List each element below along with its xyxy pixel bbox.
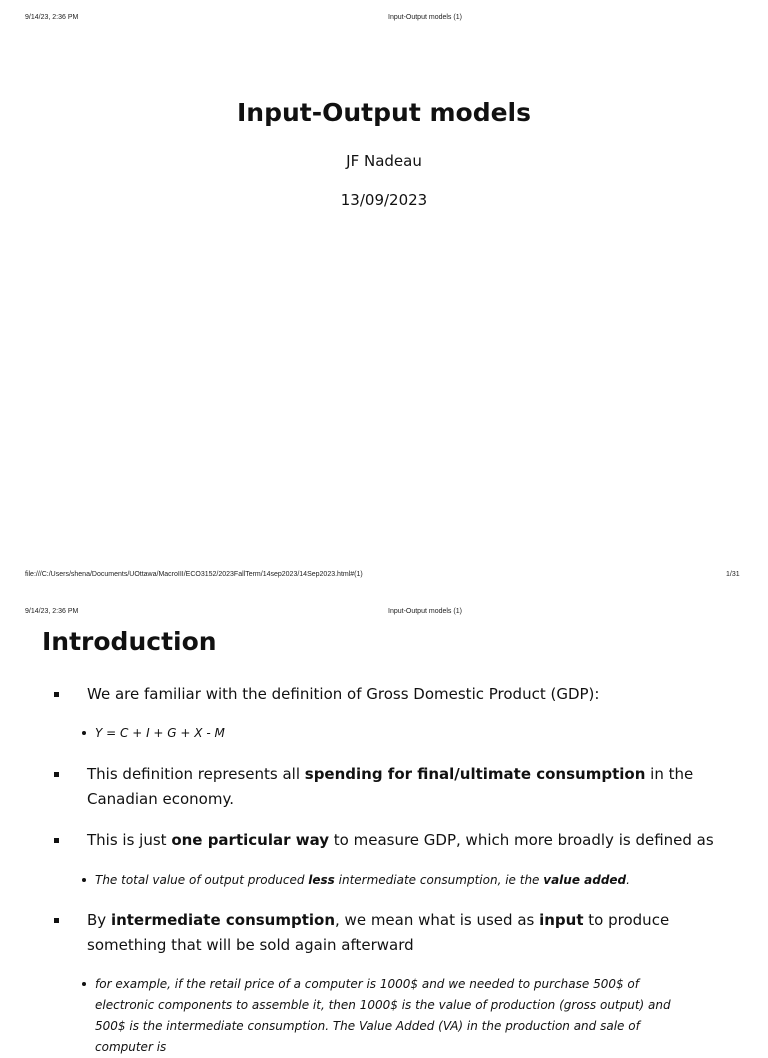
section-heading: Introduction <box>42 627 217 656</box>
emphasis-text: spending for final/ultimate consumption <box>304 765 646 783</box>
print-header-title: Input-Output models (1) <box>388 608 462 615</box>
list-item-text: This is just one particular way to measure GDP, which more broadly is defined as <box>87 831 714 849</box>
round-bullet-icon <box>82 731 86 735</box>
list-item <box>54 828 744 853</box>
print-footer-page-number: 1/31 <box>726 571 740 578</box>
emphasis-text: one particular way <box>171 831 330 849</box>
sub-list-item <box>82 974 682 1058</box>
slide-title: Input-Output models <box>237 98 531 127</box>
sub-list-item-text: The total value of output produced less intermediate consumption, ie the value added. <box>95 873 630 887</box>
list-item-text: By intermediate consumption, we mean what is used as input to produce something that will be sold again afterward <box>87 911 670 954</box>
list-item <box>54 682 744 707</box>
sub-list-item <box>82 870 682 891</box>
sub-list-item <box>82 723 682 744</box>
gdp-formula: Y = C + I + G + X - M <box>95 726 225 740</box>
slide-date: 13/09/2023 <box>340 191 428 209</box>
page-separator <box>0 590 768 602</box>
slide-author: JF Nadeau <box>346 152 422 170</box>
print-header-date: 9/14/23, 2:36 PM <box>25 14 79 21</box>
emphasis-text: intermediate consumption <box>110 911 336 929</box>
list-item <box>54 762 744 812</box>
list-item <box>54 908 744 958</box>
print-header-date: 9/14/23, 2:36 PM <box>25 608 79 615</box>
sub-list-item-text: for example, if the retail price of a computer is 1000$ and we needed to purchase 500$ of electronic components to assemble it, then 1000$ is the value of production (gross output) and 500$ is the intermediate consumption. The Value Added (VA) in the production and sale of computer is <box>95 977 671 1054</box>
list-item-text: We are familiar with the definition of Gross Domestic Product (GDP): <box>87 685 600 703</box>
square-bullet-icon <box>54 772 59 777</box>
round-bullet-icon <box>82 982 86 986</box>
round-bullet-icon <box>82 878 86 882</box>
list-item-text: This definition represents all spending for final/ultimate consumption in the Canadian economy. <box>87 765 694 808</box>
emphasis-text: input <box>539 911 584 929</box>
print-header-title: Input-Output models (1) <box>388 14 462 21</box>
square-bullet-icon <box>54 692 59 697</box>
square-bullet-icon <box>54 838 59 843</box>
print-footer-url[interactable]: file:///C:/Users/shena/Documents/UOttawa/MacroIII/ECO3152/2023FallTerm/14sep2023/14Sep2023.html#(1) <box>25 571 363 578</box>
square-bullet-icon <box>54 918 59 923</box>
